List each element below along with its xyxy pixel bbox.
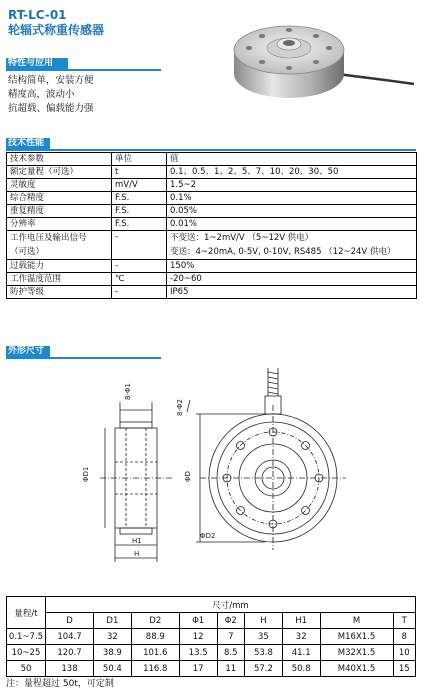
spec-unit: 单位 xyxy=(112,153,167,166)
product-header xyxy=(8,8,104,38)
table-row xyxy=(7,231,417,260)
column-header: T xyxy=(393,613,415,629)
label-d2: ΦD2 xyxy=(200,532,216,540)
table-header-row xyxy=(7,597,416,613)
group-header: 尺寸/mm xyxy=(46,597,416,613)
feature-item: 抗超载、偏载能力强 xyxy=(8,103,94,114)
table-cell: 10 xyxy=(393,645,415,661)
model-number: RT-LC-01 xyxy=(8,8,67,22)
table-cell: 35 xyxy=(245,629,283,645)
table-cell: 11 xyxy=(217,661,245,677)
feature-item: 结构简单，安装方便 xyxy=(8,75,94,86)
spec-param: 过载能力 xyxy=(7,260,112,273)
range-cell: 0.1~7.5 xyxy=(7,629,46,645)
dimensions-heading: 外形尺寸 xyxy=(6,346,50,357)
spec-param: 防护等级 xyxy=(7,286,112,299)
table-cell: 12 xyxy=(179,629,217,645)
spec-value: 0.05% xyxy=(167,205,417,218)
column-header: H xyxy=(245,613,283,629)
spec-param: 技术参数 xyxy=(7,153,112,166)
footnote: 注：量程超过 50t，可定制 xyxy=(6,679,114,689)
label-d1: ΦD1 xyxy=(82,466,90,482)
column-header: Φ2 xyxy=(217,613,245,629)
label-h: H xyxy=(134,550,140,558)
table-cell: 104.7 xyxy=(46,629,94,645)
column-header: Φ1 xyxy=(179,613,217,629)
label-d: ΦD xyxy=(184,471,192,482)
features-heading: 特性与应用 xyxy=(6,58,68,69)
spec-value: 1.5~2 xyxy=(167,179,417,192)
table-row xyxy=(7,192,417,205)
table-cell: 50.4 xyxy=(94,661,132,677)
table-cell: 7 xyxy=(217,629,245,645)
spec-param: 分辨率 xyxy=(7,218,112,231)
column-header: D1 xyxy=(94,613,132,629)
table-cell: 17 xyxy=(179,661,217,677)
column-header: D2 xyxy=(131,613,179,629)
table-cell: 53.8 xyxy=(245,645,283,661)
label-cable-holes: 8-Φ2 xyxy=(176,399,184,416)
column-header: M xyxy=(320,613,393,629)
spec-param: 重复精度 xyxy=(7,205,112,218)
spec-unit: - xyxy=(112,286,167,299)
spec-unit: F.S. xyxy=(112,192,167,205)
table-row xyxy=(7,661,416,677)
table-cell: 120.7 xyxy=(46,645,94,661)
spec-unit: mV/V xyxy=(112,179,167,192)
table-cell: M32X1.5 xyxy=(320,645,393,661)
section-divider xyxy=(6,357,161,359)
product-photo xyxy=(232,14,417,114)
table-cell: 116.8 xyxy=(131,661,179,677)
table-cell: 15 xyxy=(393,661,415,677)
spec-value: IP65 xyxy=(167,286,417,299)
spec-table xyxy=(6,152,417,299)
dimension-drawing xyxy=(60,360,370,585)
table-cell: M16X1.5 xyxy=(320,629,393,645)
table-cell: 8 xyxy=(393,629,415,645)
table-cell: 32 xyxy=(94,629,132,645)
section-divider xyxy=(6,69,161,71)
table-row xyxy=(7,179,417,192)
table-row xyxy=(7,286,417,299)
table-row xyxy=(7,260,417,273)
spec-value: 0.01% xyxy=(167,218,417,231)
table-row xyxy=(7,629,416,645)
column-header: D xyxy=(46,613,94,629)
table-cell: 13.5 xyxy=(179,645,217,661)
column-header: H1 xyxy=(282,613,320,629)
specs-heading: 技术性能 xyxy=(6,138,50,149)
table-header-row xyxy=(7,613,416,629)
table-row xyxy=(7,273,417,286)
spec-param: 额定量程（可选） xyxy=(7,166,112,179)
spec-unit: F.S. xyxy=(112,205,167,218)
table-row xyxy=(7,218,417,231)
spec-unit: - xyxy=(112,231,167,260)
spec-value: -20~60 xyxy=(167,273,417,286)
table-cell: 32 xyxy=(282,629,320,645)
label-h1: H1 xyxy=(132,537,142,545)
table-cell: 101.6 xyxy=(131,645,179,661)
spec-unit: t xyxy=(112,166,167,179)
table-row xyxy=(7,153,417,166)
spec-unit: ℃ xyxy=(112,273,167,286)
product-name: 轮辐式称重传感器 xyxy=(8,23,105,37)
dimension-table xyxy=(6,596,416,677)
table-cell: 50.8 xyxy=(282,661,320,677)
spec-value: 0.1% xyxy=(167,192,417,205)
range-header: 量程/t xyxy=(7,597,46,629)
spec-unit: F.S. xyxy=(112,218,167,231)
front-outer-circle xyxy=(209,414,337,542)
spec-value: 不变送：1~2mV/V （5~12V 供电） 变送：4~20mA, 0-5V, 0-10V, RS485 （12~24V 供电） xyxy=(167,231,417,260)
range-cell: 50 xyxy=(7,661,46,677)
table-cell: 38.9 xyxy=(94,645,132,661)
table-cell: 8.5 xyxy=(217,645,245,661)
section-divider xyxy=(6,149,416,151)
feature-list xyxy=(8,74,94,116)
spec-param: 工作电压及输出信号 （可选） xyxy=(7,231,112,260)
table-cell: 57.2 xyxy=(245,661,283,677)
spec-param: 工作温度范围 xyxy=(7,273,112,286)
spec-value: 0.1、0.5、1、2、5、7、10、20、30、50 xyxy=(167,166,417,179)
table-cell: 138 xyxy=(46,661,94,677)
spec-value: 150% xyxy=(167,260,417,273)
table-cell: M40X1.5 xyxy=(320,661,393,677)
table-row xyxy=(7,205,417,218)
label-holes: 8-Φ1 xyxy=(124,383,132,400)
table-cell: 41.1 xyxy=(282,645,320,661)
spec-value: 值 xyxy=(167,153,417,166)
spec-param: 灵敏度 xyxy=(7,179,112,192)
spec-param: 综合精度 xyxy=(7,192,112,205)
table-row xyxy=(7,166,417,179)
spec-unit: - xyxy=(112,260,167,273)
feature-item: 精度高，波动小 xyxy=(8,89,75,100)
range-cell: 10~25 xyxy=(7,645,46,661)
table-row xyxy=(7,645,416,661)
table-cell: 88.9 xyxy=(131,629,179,645)
